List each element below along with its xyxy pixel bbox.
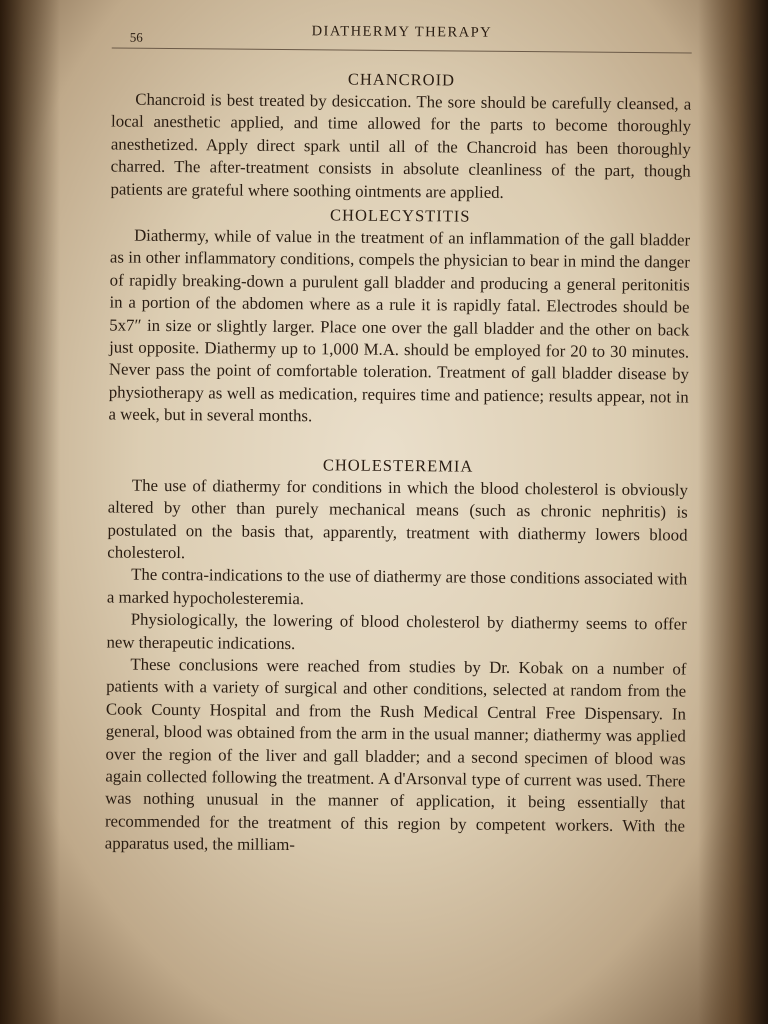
left-edge-shadow xyxy=(0,0,60,1024)
paragraph: The use of diathermy for conditions in which the blood cholesterol is obviously altered by other than purely mechanical means (such as chronic nephritis) is postulated on the basis that, apparently, treatment with diathermy lowers blood cholesterol. xyxy=(107,475,688,563)
book-page xyxy=(103,17,692,1012)
paragraph: Diathermy, while of value in the treatment of an inflammation of the gall bladder as in other inflammatory conditions, compels the physician to bear in mind the danger of rapidly breaking-down a purulent gall bladder and producing a general peritonitis in a portion of the abdomen where as a rule it is rapidly fatal. Electrodes should be 5x7″ in size or slightly larger. Place one over the gall bladder and the other on back just opposite. Diathermy up to 1,000 M.A. should be employed for 20 to 30 minutes. Never pass the point of comfortable toleration. Treatment of gall bladder disease by physiotherapy as well as medication, requires time and patience; results appear, not in a week, but in several months. xyxy=(108,225,691,426)
section-heading-cholecystitis: CHOLECYSTITIS xyxy=(329,205,471,226)
book-spine-shadow xyxy=(698,0,768,1024)
section-heading-chancroid: CHANCROID xyxy=(347,69,456,90)
paragraph: Physiologically, the lowering of blood cholesterol by diathermy seems to offer new therapeutic indications. xyxy=(106,609,687,653)
running-title: DIATHERMY THERAPY xyxy=(311,23,493,41)
section-heading-cholesteremia: CHOLESTEREMIA xyxy=(322,455,474,476)
paragraph: The contra-indications to the use of diathermy are those conditions associated with a marked hypocholesteremia. xyxy=(106,564,688,608)
page-number: 56 xyxy=(129,29,143,45)
paragraph: These conclusions were reached from studies by Dr. Kobak on a number of patients with a variety of surgical and other conditions, selected at random from the Cook County Hospital and from the Rush Medical Central Free Dispensary. In general, blood was obtained from the arm in the usual manner; diathermy was applied over the region of the liver and gall bladder; and a second specimen of blood was again collected following the treatment. A d'Arsonval type of current was used. There was nothing unusual in the manner of application, it being essentially that recommended for the treatment of this region by competent workers. With the apparatus used, the milliam- xyxy=(104,654,687,855)
running-head xyxy=(112,17,692,53)
paragraph: Chancroid is best treated by desiccation. The sore should be carefully cleansed, a local anesthetic applied, and time allowed for the parts to become thoroughly anesthetized. Apply direct spark until all of the Chancroid has been thoroughly charred. The after-treatment consists in absolute cleanliness of the part, though patients are grateful where soothing ointments are applied. xyxy=(110,89,692,202)
